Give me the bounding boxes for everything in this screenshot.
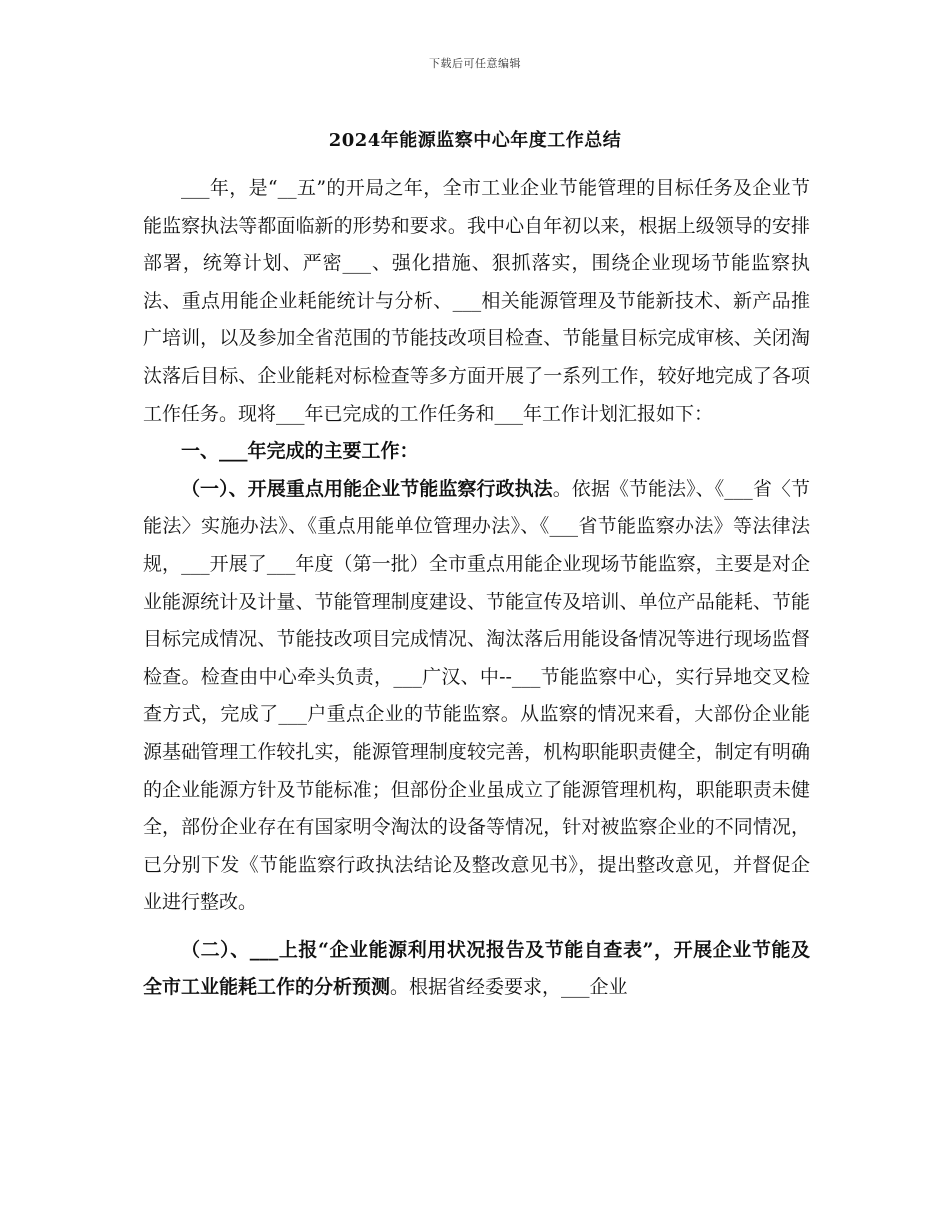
document-title: 2024年能源监察中心年度工作总结: [328, 130, 622, 151]
item-1-heading: （一）、开展重点用能企业节能监察行政执法: [181, 477, 553, 500]
item-2-paragraph: [143, 932, 810, 1007]
document-body: [143, 170, 810, 1007]
item-1-text: 。依据《节能法》、《___省〈节能法〉实施办法》、《重点用能单位管理办法》、《___省节能监察办法》等法律法规，___开展了___年度（第一批）全市重点用能企业现场节能监察，主要是对企业能源统计及计量、节能管理制度建设、节能宣传及培训、单位产品能耗、节能目标完成情况、节能技改项目完成情况、淘汰落后用能设备情况等进行现场监督检查。检查由中心牵头负责，___广汉、中--___节能监察中心，实行异地交叉检查方式，完成了___户重点企业的节能监察。从监察的情况来看，大部份企业能源基础管理工作较扎实，能源管理制度较完善，机构职能职责健全，制定有明确的企业能源方针及节能标准；但部份企业虽成立了能源管理机构，职能职责未健全，部份企业存在有国家明令淘汰的设备等情况，针对被监察企业的不同情况，已分别下发《节能监察行政执法结论及整改意见书》，提出整改意见，并督促企业进行整改。: [143, 477, 810, 914]
section-heading: 一、___年完成的主要工作：: [181, 440, 419, 463]
header-note: 下载后可任意编辑: [429, 57, 521, 70]
item-2-heading: （二）、___上报“企业能源利用状况报告及节能自查表”，开展企业节能及全市工业能耗工作的分析预测: [143, 938, 810, 999]
item-2-text: 。根据省经委要求，___企业: [390, 976, 628, 999]
intro-paragraph: ___年，是“__五”的开局之年，全市工业企业节能管理的目标任务及企业节能监察执法等都面临新的形势和要求。我中心自年初以来，根据上级领导的安排部署，统筹计划、严密___、强化措施、狠抓落实，围绕企业现场节能监察执法、重点用能企业耗能统计与分析、___相关能源管理及节能新技术、新产品推广培训，以及参加全省范围的节能技改项目检查、节能量目标完成审核、关闭淘汰落后目标、企业能耗对标检查等多方面开展了一系列工作，较好地完成了各项工作任务。现将___年已完成的工作任务和___年工作计划汇报如下：: [143, 177, 810, 425]
item-1-paragraph: [143, 471, 810, 922]
